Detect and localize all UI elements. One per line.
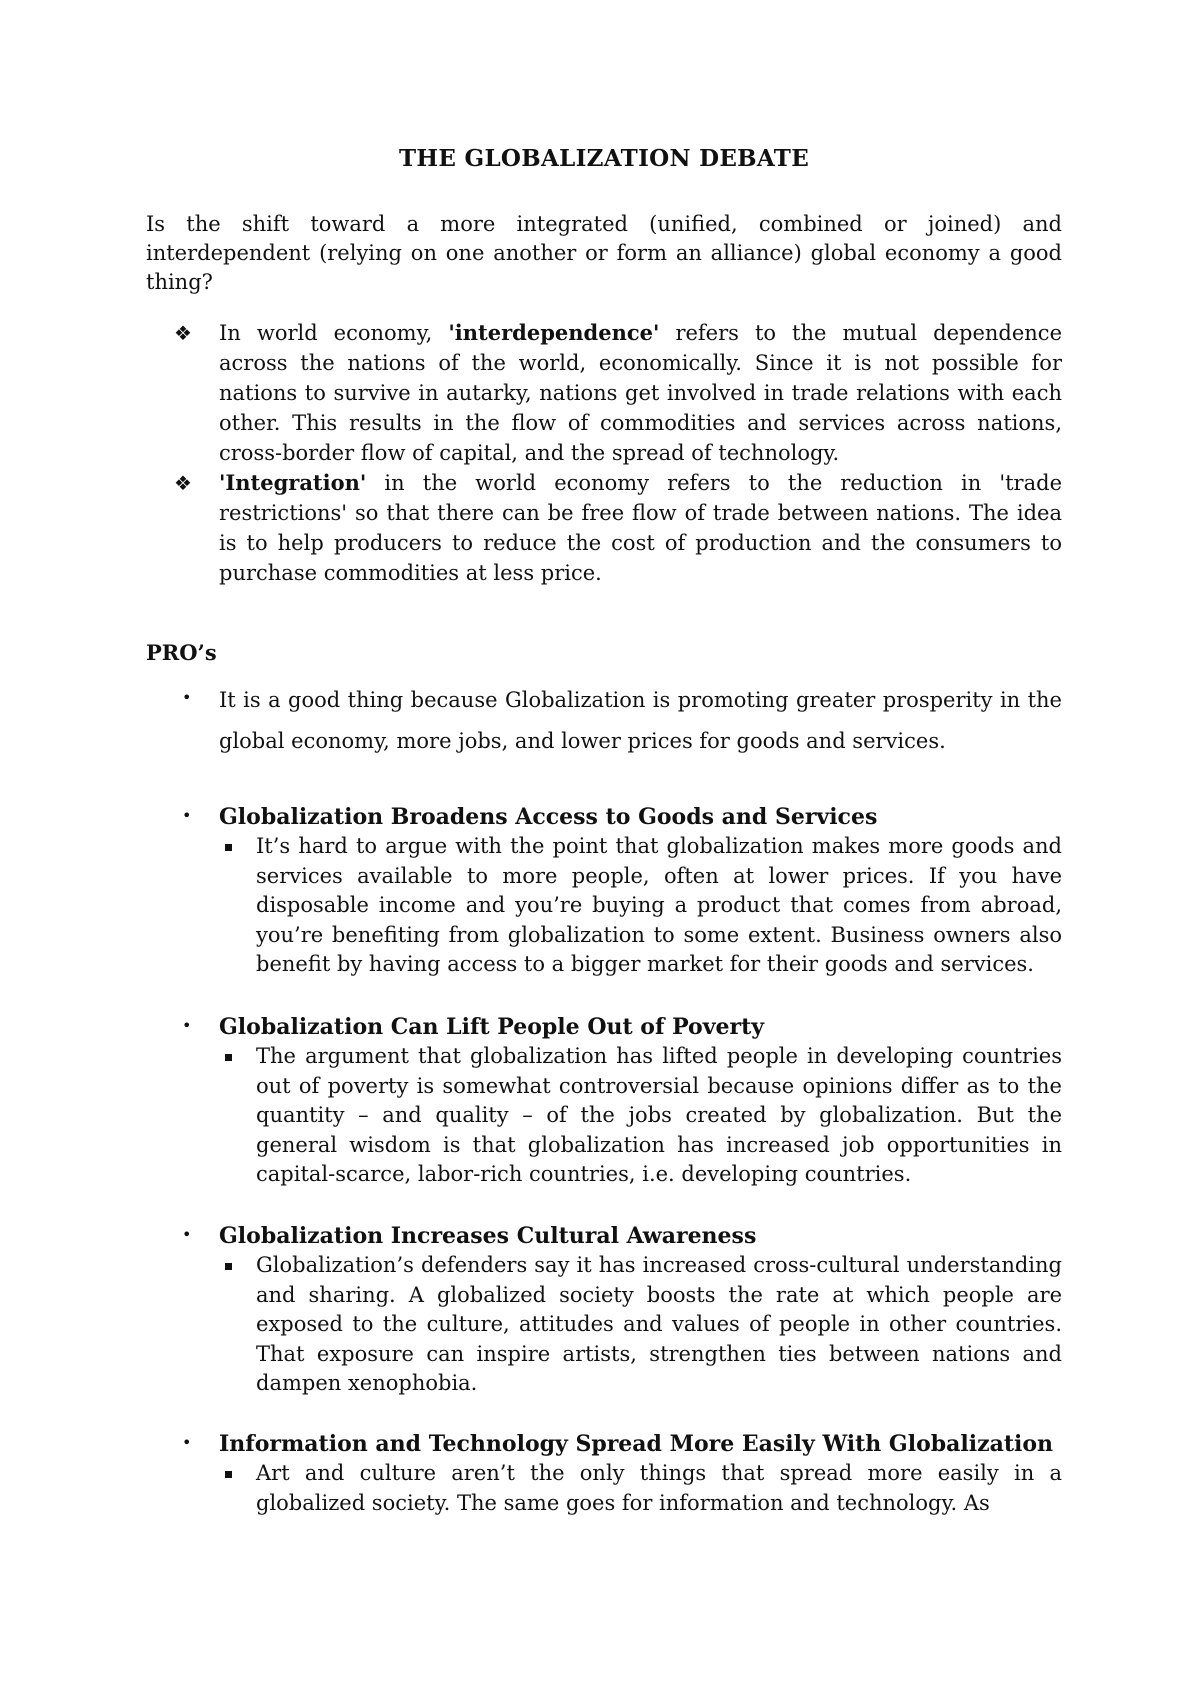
definition-term: 'interdependence'	[448, 320, 660, 345]
bullet-dot-icon: •	[182, 806, 192, 825]
definition-text: refers to the mutual dependence across the nations of the world, economically. Since it is not possible for nations to survive in autarky, nations get involved in trade relations with each other. This results in the flow of commodities and services across nations, cross-border flow of capital, and the spread of technology.	[219, 321, 1062, 465]
pros-intro-item	[182, 680, 1062, 762]
intro-paragraph: Is the shift toward a more integrated (unified, combined or joined) and interdependent (relying on one another or form an alliance) global economy a good thing?	[146, 212, 1062, 294]
definition-text: in the world economy refers to the reduction in 'trade restrictions' so that there can be free flow of trade between nations. The idea is to help producers to reduce the cost of production and the consumers to purchase commodities at less price.	[219, 471, 1062, 585]
pro-detail	[219, 1042, 1062, 1190]
page-title: THE GLOBALIZATION DEBATE	[398, 145, 810, 172]
definition-interdependence	[174, 318, 1062, 468]
square-bullet-icon	[225, 1263, 232, 1270]
definition-lead: In world economy,	[219, 321, 449, 345]
pro-item	[182, 1012, 1062, 1190]
definition-term: 'Integration'	[219, 470, 367, 495]
pros-intro-text: It is a good thing because Globalization is promoting greater prosperity in the global economy, more jobs, and lower prices for goods and services.	[219, 688, 1062, 753]
pro-heading: Globalization Can Lift People Out of Poverty	[219, 1014, 765, 1040]
pro-detail	[219, 832, 1062, 980]
diamond-bullet-icon: ❖	[174, 471, 192, 495]
pro-detail-text: Art and culture aren’t the only things that spread more easily in a globalized society. The same goes for information and technology. As	[256, 1461, 1062, 1515]
diamond-bullet-icon: ❖	[174, 321, 192, 345]
square-bullet-icon	[225, 1054, 232, 1061]
pro-heading: Globalization Broadens Access to Goods and Services	[219, 804, 878, 830]
pro-detail-text: Globalization’s defenders say it has increased cross-cultural understanding and sharing. A globalized society boosts the rate at which people are exposed to the culture, attitudes and values of people in other countries. That exposure can inspire artists, strengthen ties between nations and dampen xenophobia.	[256, 1253, 1062, 1395]
pro-detail-text: It’s hard to argue with the point that globalization makes more goods and services available to more people, often at lower prices. If you have disposable income and you’re buying a product that comes from abroad, you’re benefiting from globalization to some extent. Business owners also benefit by having access to a bigger market for their goods and services.	[256, 834, 1062, 976]
bullet-dot-icon: •	[182, 1225, 192, 1244]
pro-item	[182, 802, 1062, 980]
pro-item	[182, 1221, 1062, 1399]
bullet-dot-icon: •	[182, 688, 192, 707]
pro-detail-text: The argument that globalization has lifted people in developing countries out of poverty is somewhat controversial because opinions differ as to the quantity – and quality – of the jobs created by globalization. But the general wisdom is that globalization has increased job opportunities in capital-scarce, labor-rich countries, i.e. developing countries.	[256, 1044, 1062, 1186]
square-bullet-icon	[225, 844, 232, 851]
bullet-dot-icon: •	[182, 1433, 192, 1452]
pros-heading: PRO’s	[146, 640, 217, 665]
definition-integration	[174, 468, 1062, 588]
definition-list	[174, 318, 1062, 588]
pro-heading: Information and Technology Spread More Easily With Globalization	[219, 1431, 1054, 1457]
pro-detail	[219, 1459, 1062, 1518]
pro-detail	[219, 1251, 1062, 1399]
bullet-dot-icon: •	[182, 1016, 192, 1035]
pro-heading: Globalization Increases Cultural Awareness	[219, 1223, 757, 1249]
square-bullet-icon	[225, 1471, 232, 1478]
pro-item	[182, 1429, 1062, 1518]
